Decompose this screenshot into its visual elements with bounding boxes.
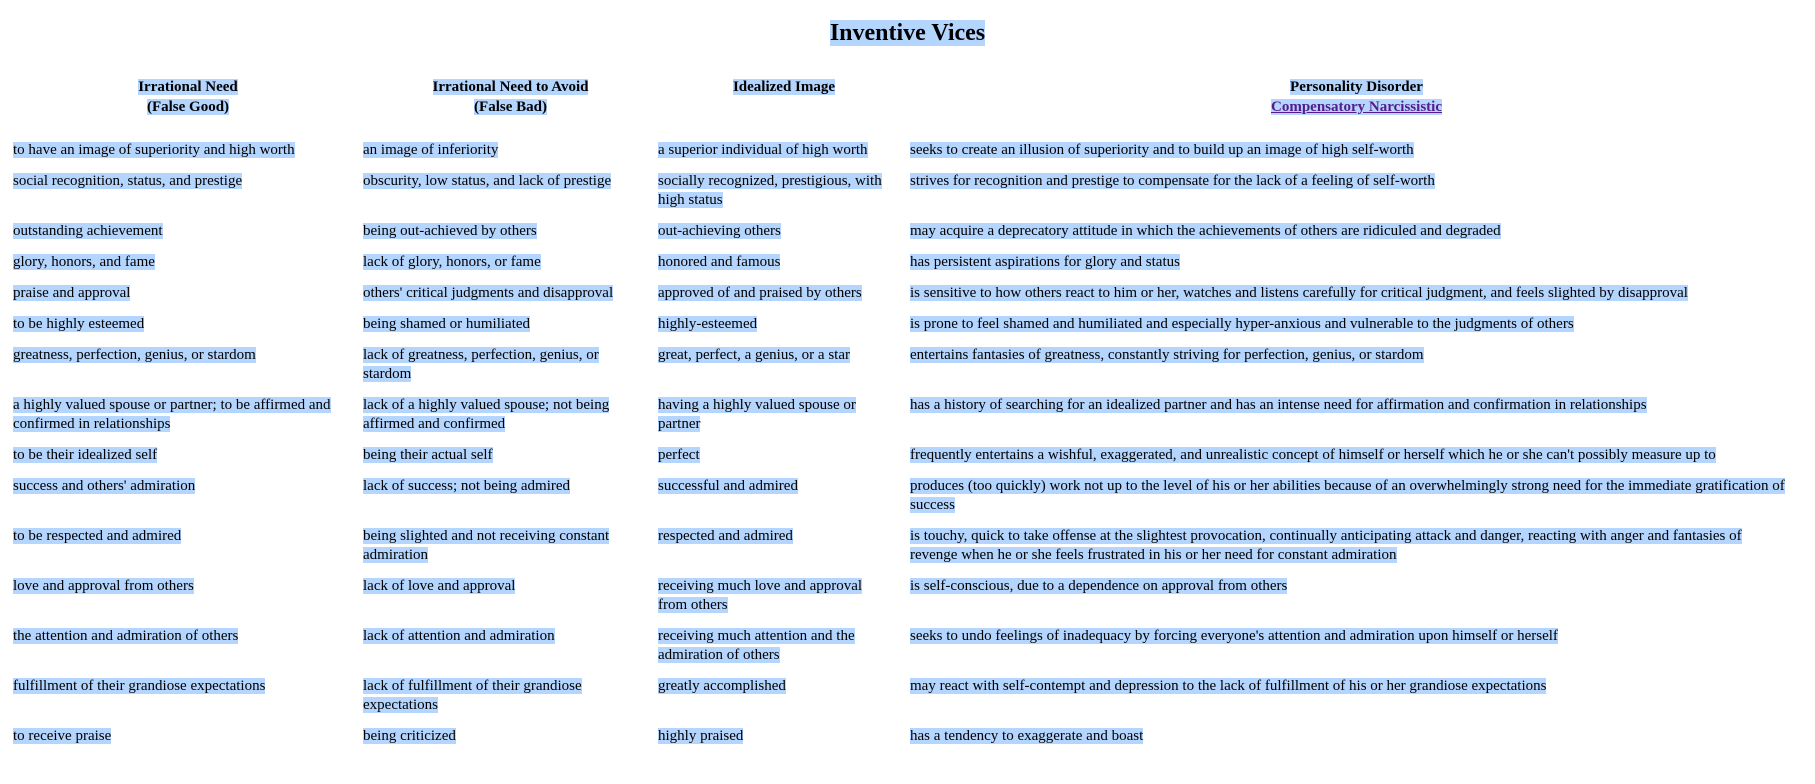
irrational-need-cell (13, 346, 363, 396)
personality-disorder-cell (910, 396, 1803, 446)
cell-text: being slighted and not receiving constant admiration (363, 528, 610, 563)
cell-text: to be respected and admired (13, 528, 182, 544)
cell-text: strives for recognition and prestige to compensate for the lack of a feeling of self-worth (910, 173, 1435, 189)
cell-text: is prone to feel shamed and humiliated and especially hyper-anxious and vulnerable to the judgments of others (910, 316, 1574, 332)
idealized-image-cell (658, 727, 910, 758)
cell-text: lack of greatness, perfection, genius, or stardom (363, 347, 599, 382)
cell-text: to have an image of superiority and high worth (13, 142, 295, 158)
cell-text: honored and famous (658, 254, 781, 270)
need-to-avoid-cell (363, 284, 658, 315)
cell-text: lack of a highly valued spouse; not being affirmed and confirmed (363, 397, 610, 432)
idealized-image-cell (658, 222, 910, 253)
personality-disorder-cell (910, 222, 1803, 253)
header-irrational-need-to-avoid (363, 77, 658, 141)
header-irrational-need (13, 77, 363, 141)
table-row (13, 222, 1803, 253)
cell-text: socially recognized, prestigious, with high status (658, 173, 882, 208)
cell-text: receiving much attention and the admiration of others (658, 628, 855, 663)
cell-text: may react with self-contempt and depression to the lack of fulfillment of his or her grandiose expectations (910, 678, 1547, 694)
cell-text: to receive praise (13, 728, 112, 744)
table-row (13, 677, 1803, 727)
idealized-image-cell (658, 527, 910, 577)
personality-disorder-cell (910, 577, 1803, 627)
need-to-avoid-cell (363, 477, 658, 527)
table-row (13, 477, 1803, 527)
cell-text: seeks to undo feelings of inadequacy by forcing everyone's attention and admiration upon himself or herself (910, 628, 1558, 644)
cell-text: greatness, perfection, genius, or stardom (13, 347, 256, 363)
cell-text: highly-esteemed (658, 316, 758, 332)
cell-text: is self-conscious, due to a dependence on approval from others (910, 578, 1288, 594)
idealized-image-cell (658, 477, 910, 527)
personality-disorder-cell (910, 446, 1803, 477)
need-to-avoid-cell (363, 396, 658, 446)
cell-text: having a highly valued spouse or partner (658, 397, 856, 432)
personality-disorder-cell (910, 677, 1803, 727)
cell-text: being criticized (363, 728, 456, 744)
cell-text: approved of and praised by others (658, 285, 862, 301)
cell-text: fulfillment of their grandiose expectations (13, 678, 266, 694)
header-personality-disorder (910, 77, 1803, 141)
table-row (13, 284, 1803, 315)
need-to-avoid-cell (363, 315, 658, 346)
idealized-image-cell (658, 677, 910, 727)
cell-text: has a tendency to exaggerate and boast (910, 728, 1144, 744)
cell-text: lack of fulfillment of their grandiose expectations (363, 678, 582, 713)
irrational-need-cell (13, 727, 363, 758)
idealized-image-cell (658, 396, 910, 446)
cell-text: seeks to create an illusion of superiority and to build up an image of high self-worth (910, 142, 1414, 158)
compensatory-narcissistic-link[interactable]: Compensatory Narcissistic (1271, 99, 1442, 115)
need-to-avoid-cell (363, 527, 658, 577)
header-idealized-image (658, 77, 910, 141)
personality-disorder-cell (910, 627, 1803, 677)
irrational-need-cell (13, 222, 363, 253)
cell-text: lack of love and approval (363, 578, 516, 594)
table-row (13, 527, 1803, 577)
irrational-need-cell (13, 477, 363, 527)
irrational-need-cell (13, 577, 363, 627)
vices-table (13, 77, 1803, 758)
need-to-avoid-cell (363, 446, 658, 477)
cell-text: is touchy, quick to take offense at the slightest provocation, continually anticipating attack and danger, reacting with anger and fantasies of revenge when he or she feels frustrated in his or her need for constant admiration (910, 528, 1742, 563)
idealized-image-cell (658, 141, 910, 172)
table-row (13, 346, 1803, 396)
table-row (13, 253, 1803, 284)
irrational-need-cell (13, 172, 363, 222)
cell-text: great, perfect, a genius, or a star (658, 347, 850, 363)
need-to-avoid-cell (363, 346, 658, 396)
table-row (13, 727, 1803, 758)
table-row (13, 396, 1803, 446)
personality-disorder-cell (910, 284, 1803, 315)
cell-text: greatly accomplished (658, 678, 786, 694)
table-row (13, 577, 1803, 627)
personality-disorder-cell (910, 477, 1803, 527)
header-subline: (False Bad) (474, 99, 547, 115)
need-to-avoid-cell (363, 677, 658, 727)
cell-text: being shamed or humiliated (363, 316, 531, 332)
irrational-need-cell (13, 141, 363, 172)
irrational-need-cell (13, 677, 363, 727)
cell-text: to be their idealized self (13, 447, 158, 463)
table-row (13, 446, 1803, 477)
table-row (13, 315, 1803, 346)
cell-text: may acquire a deprecatory attitude in which the achievements of others are ridiculed and degraded (910, 223, 1501, 239)
header-line: Irrational Need to Avoid (432, 79, 589, 95)
personality-disorder-cell (910, 315, 1803, 346)
irrational-need-cell (13, 315, 363, 346)
irrational-need-cell (13, 527, 363, 577)
idealized-image-cell (658, 346, 910, 396)
cell-text: successful and admired (658, 478, 798, 494)
cell-text: being out-achieved by others (363, 223, 537, 239)
personality-disorder-cell (910, 253, 1803, 284)
need-to-avoid-cell (363, 222, 658, 253)
table-row (13, 141, 1803, 172)
cell-text: a superior individual of high worth (658, 142, 868, 158)
need-to-avoid-cell (363, 141, 658, 172)
cell-text: glory, honors, and fame (13, 254, 155, 270)
cell-text: lack of success; not being admired (363, 478, 571, 494)
cell-text: receiving much love and approval from others (658, 578, 863, 613)
table-body (13, 141, 1803, 758)
need-to-avoid-cell (363, 727, 658, 758)
cell-text: social recognition, status, and prestige (13, 173, 243, 189)
cell-text: out-achieving others (658, 223, 781, 239)
irrational-need-cell (13, 284, 363, 315)
table-header-row (13, 77, 1803, 141)
cell-text: perfect (658, 447, 700, 463)
idealized-image-cell (658, 577, 910, 627)
cell-text: respected and admired (658, 528, 793, 544)
idealized-image-cell (658, 253, 910, 284)
idealized-image-cell (658, 315, 910, 346)
need-to-avoid-cell (363, 172, 658, 222)
irrational-need-cell (13, 396, 363, 446)
cell-text: a highly valued spouse or partner; to be affirmed and confirmed in relationships (13, 397, 331, 432)
cell-text: love and approval from others (13, 578, 194, 594)
irrational-need-cell (13, 446, 363, 477)
idealized-image-cell (658, 446, 910, 477)
cell-text: lack of attention and admiration (363, 628, 555, 644)
cell-text: the attention and admiration of others (13, 628, 239, 644)
table-row (13, 172, 1803, 222)
cell-text: entertains fantasies of greatness, constantly striving for perfection, genius, or stardom (910, 347, 1424, 363)
cell-text: being their actual self (363, 447, 493, 463)
idealized-image-cell (658, 284, 910, 315)
cell-text: produces (too quickly) work not up to the level of his or her abilities because of an overwhelmingly strong need for the immediate gratification of success (910, 478, 1785, 513)
cell-text: highly praised (658, 728, 744, 744)
cell-text: outstanding achievement (13, 223, 163, 239)
need-to-avoid-cell (363, 627, 658, 677)
header-line: Personality Disorder (1290, 79, 1423, 95)
cell-text: others' critical judgments and disapproval (363, 285, 614, 301)
irrational-need-cell (13, 253, 363, 284)
cell-text: success and others' admiration (13, 478, 196, 494)
cell-text: to be highly esteemed (13, 316, 145, 332)
idealized-image-cell (658, 627, 910, 677)
page-title: Inventive Vices (829, 20, 986, 46)
personality-disorder-cell (910, 346, 1803, 396)
personality-disorder-cell (910, 727, 1803, 758)
page-title-wrap (0, 18, 1815, 48)
cell-text: is sensitive to how others react to him or her, watches and listens carefully for critical judgment, and feels slighted by disapproval (910, 285, 1688, 301)
cell-text: lack of glory, honors, or fame (363, 254, 541, 270)
cell-text: frequently entertains a wishful, exaggerated, and unrealistic concept of himself or herself which he or she can't possibly measure up to (910, 447, 1716, 463)
irrational-need-cell (13, 627, 363, 677)
personality-disorder-cell (910, 172, 1803, 222)
header-line: Idealized Image (732, 79, 836, 95)
header-subline: (False Good) (146, 99, 230, 115)
cell-text: an image of inferiority (363, 142, 499, 158)
need-to-avoid-cell (363, 253, 658, 284)
need-to-avoid-cell (363, 577, 658, 627)
table-row (13, 627, 1803, 677)
cell-text: has persistent aspirations for glory and status (910, 254, 1180, 270)
cell-text: praise and approval (13, 285, 131, 301)
personality-disorder-cell (910, 527, 1803, 577)
cell-text: has a history of searching for an idealized partner and has an intense need for affirmation and confirmation in relationships (910, 397, 1647, 413)
idealized-image-cell (658, 172, 910, 222)
personality-disorder-cell (910, 141, 1803, 172)
cell-text: obscurity, low status, and lack of prestige (363, 173, 612, 189)
header-line: Irrational Need (138, 79, 238, 95)
